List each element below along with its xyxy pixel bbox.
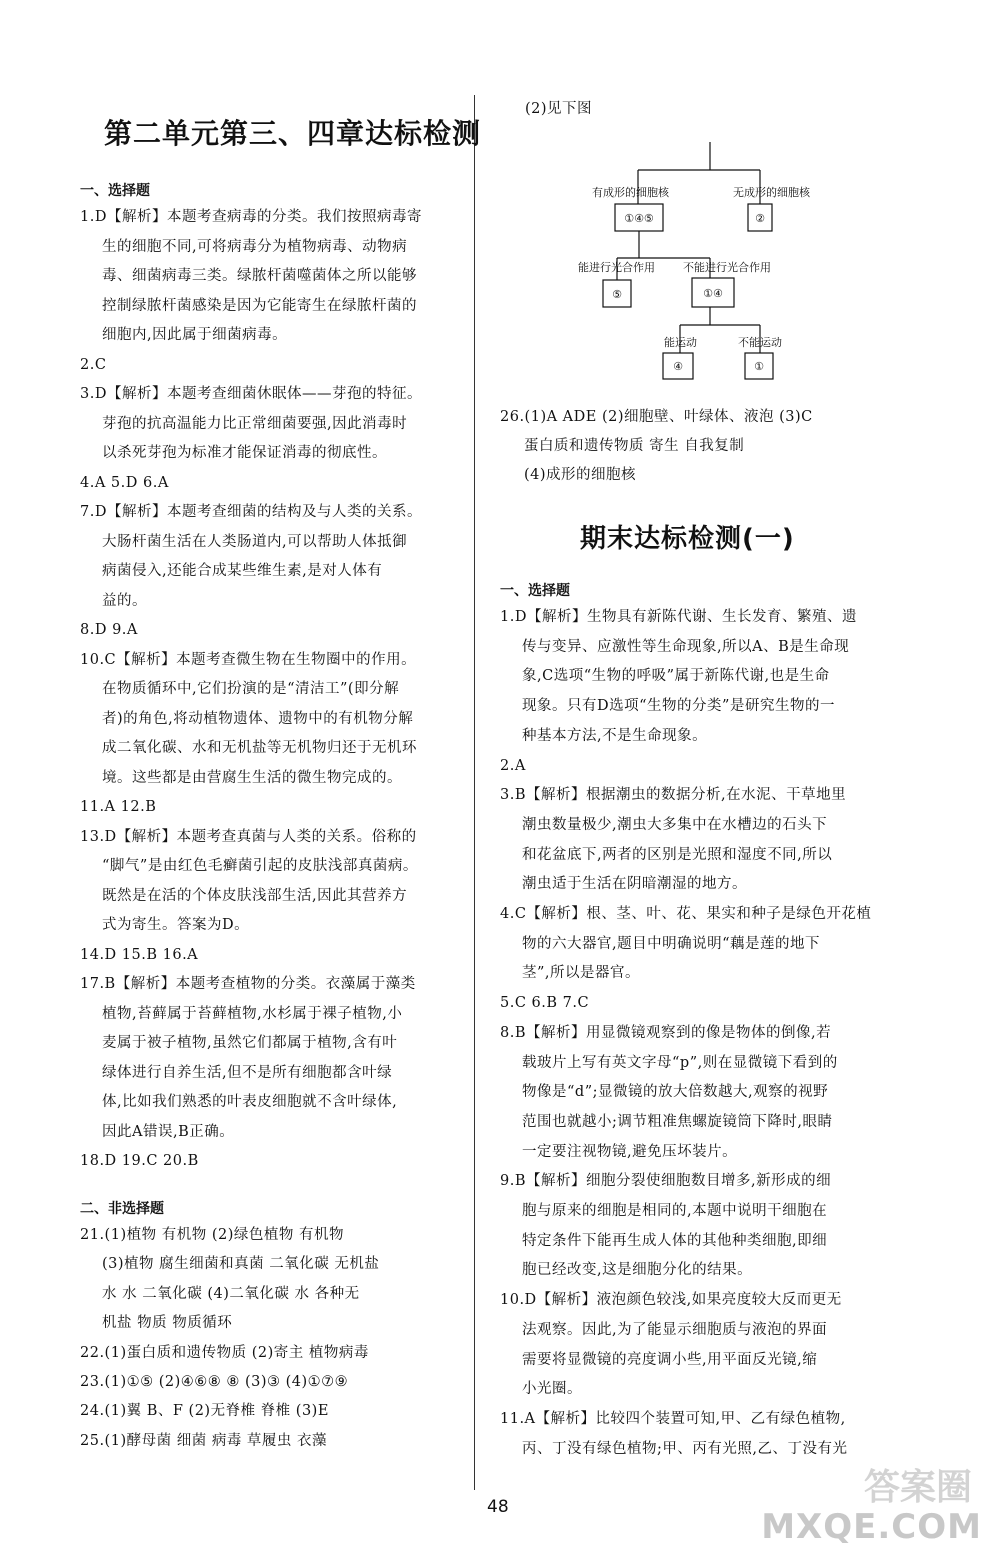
answer-line: 在物质循环中,它们扮演的是“清洁工”(即分解 — [102, 681, 400, 697]
section-heading-choice-2: 一、选择题 — [500, 583, 570, 599]
answer-line: 17.B【解析】本题考查植物的分类。衣藻属于藻类 — [80, 976, 416, 992]
answer-line: (4)成形的细胞核 — [524, 467, 637, 483]
answer-line: 象,C选项“生物的呼吸”属于新陈代谢,也是生命 — [522, 668, 830, 685]
answer-line: 胞与原来的细胞是相同的,本题中说明干细胞在 — [522, 1203, 828, 1219]
answer-line: 25.(1)酵母菌 细菌 病毒 草履虫 衣藻 — [80, 1432, 328, 1449]
watermark-logo: 答案圈 — [863, 1467, 972, 1508]
answer-line: 境。这些都是由营腐生生活的微生物完成的。 — [102, 769, 402, 786]
answer-line: 2.A — [500, 757, 526, 774]
answer-line: “脚气”是由红色毛癣菌引起的皮肤浅部真菌病。 — [102, 858, 418, 874]
answer-line: 10.C【解析】本题考查微生物在生物圈中的作用。 — [80, 651, 417, 668]
answer-line: 丙、丁没有绿色植物;甲、丙有光照,乙、丁没有光 — [522, 1440, 848, 1457]
watermark-text: MXQE.COM — [761, 1507, 982, 1547]
answer-line: 范围也就越小;调节粗准焦螺旋镜筒下降时,眼睛 — [522, 1113, 833, 1130]
classification-diagram — [560, 140, 860, 390]
branch3-right-label: 不能运动 — [738, 336, 782, 349]
answer-line: 潮虫适于生活在阴暗潮湿的地方。 — [522, 876, 747, 893]
answer-line: 麦属于被子植物,虽然它们都属于植物,含有叶 — [102, 1035, 398, 1051]
unit-title: 第二单元第三、四章达标检测 — [104, 117, 482, 150]
answer-line: 种基本方法,不是生命现象。 — [522, 727, 708, 744]
answer-line: 绿体进行自养生活,但不是所有细胞都含叶绿 — [102, 1064, 393, 1081]
answer-line: (3)植物 腐生细菌和真菌 二氧化碳 无机盐 — [102, 1256, 380, 1273]
answer-line: 1.D【解析】生物具有新陈代谢、生长发育、繁殖、遗 — [500, 609, 857, 625]
figure-caption: (2)见下图 — [525, 101, 593, 117]
answer-line: 14.D 15.B 16.A — [80, 946, 199, 963]
answer-line: 3.B【解析】根据潮虫的数据分析,在水泥、干草地里 — [500, 787, 847, 804]
box3-right: ① — [754, 360, 764, 373]
answer-line: 机盐 物质 物质循环 — [102, 1315, 233, 1332]
answer-line: 毒、细菌病毒三类。绿脓杆菌噬菌体之所以能够 — [102, 268, 417, 284]
answer-line: 11.A 12.B — [80, 799, 157, 815]
answer-line: 和花盆底下,两者的区别是光照和湿度不同,所以 — [522, 846, 833, 863]
answer-line: 特定条件下能再生成人体的其他种类细胞,即细 — [522, 1232, 828, 1249]
answer-line: 潮虫数量极少,潮虫大多集中在水槽边的石头下 — [522, 816, 828, 833]
answer-line: 11.A【解析】比较四个装置可知,甲、乙有绿色植物, — [500, 1410, 846, 1427]
box1-right: ② — [755, 212, 765, 225]
answer-line: 生的细胞不同,可将病毒分为植物病毒、动物病 — [102, 238, 408, 255]
answer-line: 大肠杆菌生活在人类肠道内,可以帮助人体抵御 — [102, 533, 408, 550]
answer-line: 7.D【解析】本题考查细菌的结构及与人类的关系。 — [80, 504, 422, 520]
answer-line: 需要将显微镜的亮度调小些,用平面反光镜,缩 — [522, 1351, 818, 1368]
answer-line: 现象。只有D选项“生物的分类”是研究生物的一 — [522, 698, 835, 715]
answer-line: 益的。 — [102, 592, 147, 609]
answer-line: 式为寄生。答案为D。 — [102, 917, 250, 933]
branch2-left-label: 能进行光合作用 — [578, 261, 655, 274]
page-number: 48 — [487, 1497, 509, 1517]
answer-line: 以杀死芽孢为标准才能保证消毒的彻底性。 — [102, 445, 387, 461]
answer-line: 蛋白质和遗传物质 寄生 自我复制 — [524, 438, 745, 454]
box2-right: ①④ — [703, 287, 723, 300]
answer-line: 3.D【解析】本题考查细菌休眠体——芽孢的特征。 — [80, 386, 422, 402]
answer-line: 23.(1)①⑤ (2)④⑥⑧ ⑧ (3)③ (4)①⑦⑨ — [80, 1374, 349, 1390]
answer-line: 传与变异、应激性等生命现象,所以A、B是生命现 — [522, 638, 850, 655]
section-heading-choice: 一、选择题 — [80, 183, 150, 199]
answer-line: 成二氧化碳、水和无机盐等无机物归还于无机环 — [102, 740, 417, 756]
answer-line: 8.B【解析】用显微镜观察到的像是物体的倒像,若 — [500, 1024, 832, 1041]
answer-line: 9.B【解析】细胞分裂使细胞数目增多,新形成的细 — [500, 1173, 832, 1190]
answer-line: 控制绿脓杆菌感染是因为它能寄生在绿脓杆菌的 — [102, 297, 417, 314]
answer-line: 茎”,所以是器官。 — [522, 965, 641, 982]
answer-line: 4.C【解析】根、茎、叶、花、果实和种子是绿色开花植 — [500, 906, 872, 922]
answer-line: 水 水 二氧化碳 (4)二氧化碳 水 各种无 — [102, 1285, 360, 1302]
branch1-right-label: 无成形的细胞核 — [733, 186, 810, 199]
answer-line: 细胞内,因此属于细菌病毒。 — [102, 327, 288, 343]
box3-left: ④ — [673, 360, 683, 373]
answer-line: 者)的角色,将动植物遗体、遗物中的有机物分解 — [102, 710, 414, 727]
box1-left: ①④⑤ — [624, 212, 654, 225]
answer-line: 芽孢的抗高温能力比正常细菌要强,因此消毒时 — [102, 415, 408, 432]
answer-line: 因此A错误,B正确。 — [102, 1123, 235, 1140]
answer-line: 物的六大器官,题目中明确说明“藕是莲的地下 — [522, 935, 821, 952]
box2-left: ⑤ — [612, 288, 622, 301]
answer-line: 5.C 6.B 7.C — [500, 995, 590, 1012]
answer-line: 2.C — [80, 356, 107, 373]
section-heading-nonchoice: 二、非选择题 — [80, 1201, 164, 1217]
answer-line: 21.(1)植物 有机物 (2)绿色植物 有机物 — [80, 1227, 344, 1243]
answer-line: 既然是在活的个体皮肤浅部生活,因此其营养方 — [102, 887, 408, 904]
answer-line: 植物,苔藓属于苔藓植物,水杉属于裸子植物,小 — [102, 1005, 403, 1022]
answer-line: 24.(1)翼 B、F (2)无脊椎 脊椎 (3)E — [80, 1403, 329, 1420]
branch3-left-label: 能运动 — [664, 336, 697, 349]
answer-line: 胞已经改变,这是细胞分化的结果。 — [522, 1262, 753, 1279]
answer-line: 22.(1)蛋白质和遗传物质 (2)寄主 植物病毒 — [80, 1344, 369, 1361]
answer-line: 病菌侵入,还能合成某些维生素,是对人体有 — [102, 563, 383, 579]
answer-line: 13.D【解析】本题考查真菌与人类的关系。俗称的 — [80, 828, 417, 845]
answer-line: 一定要注视物镜,避免压坏装片。 — [522, 1143, 738, 1160]
answer-line: 小光圈。 — [522, 1381, 582, 1398]
answer-line: 体,比如我们熟悉的叶表皮细胞就不含叶绿体, — [102, 1094, 398, 1110]
answer-line: 法观察。因此,为了能显示细胞质与液泡的界面 — [522, 1321, 828, 1338]
answer-line: 26.(1)A ADE (2)细胞壁、叶绿体、液泡 (3)C — [500, 409, 813, 425]
answer-line: 4.A 5.D 6.A — [80, 474, 169, 491]
branch1-left-label: 有成形的细胞核 — [592, 186, 669, 199]
branch2-right-label: 不能进行光合作用 — [683, 261, 771, 274]
answer-line: 8.D 9.A — [80, 622, 138, 638]
answer-line: 载玻片上写有英文字母“p”,则在显微镜下看到的 — [522, 1054, 838, 1071]
answer-line: 1.D【解析】本题考查病毒的分类。我们按照病毒寄 — [80, 209, 422, 225]
answer-line: 10.D【解析】液泡颜色较浅,如果亮度较大反而更无 — [500, 1292, 842, 1309]
final-exam-title: 期末达标检测(一) — [580, 524, 795, 554]
answer-line: 物像是“d”;显微镜的放大倍数越大,观察的视野 — [522, 1084, 829, 1101]
answer-line: 18.D 19.C 20.B — [80, 1153, 199, 1169]
column-divider — [474, 95, 475, 1490]
